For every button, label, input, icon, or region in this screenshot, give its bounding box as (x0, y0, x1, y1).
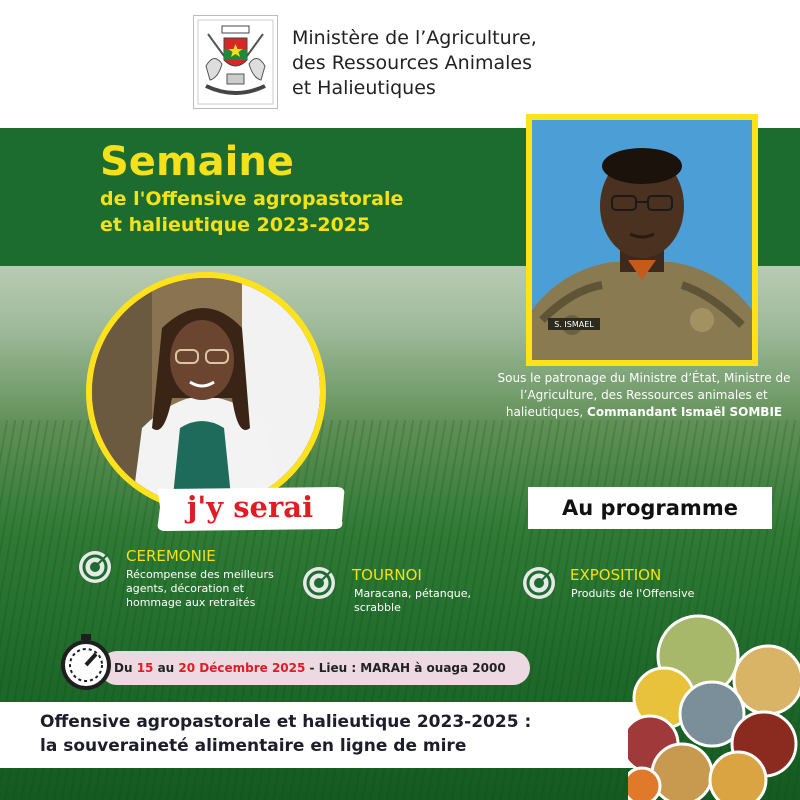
target-icon (78, 550, 112, 584)
bottom-banner-text (40, 710, 531, 758)
description-line: scrabble (354, 601, 401, 614)
target-icon (522, 566, 556, 600)
ministry-line: et Halieutiques (292, 77, 436, 99)
title-subtitle (100, 186, 403, 238)
programme-item-description (126, 568, 274, 610)
minister-caption (496, 370, 792, 421)
description-line: hommage aux retraités (126, 596, 256, 609)
programme-item-description (354, 587, 471, 615)
date-end: 20 Décembre 2025 (178, 661, 306, 675)
date-middle: au (153, 661, 179, 675)
description-line: Produits de l'Offensive (571, 587, 695, 600)
header (0, 0, 800, 128)
speaker-photo-frame (86, 272, 326, 512)
food-products-collage (628, 612, 800, 800)
programme-header (528, 487, 772, 529)
minister-portrait (532, 120, 752, 360)
programme-item-title: TOURNOI (352, 566, 422, 584)
stopwatch-icon (56, 632, 116, 692)
caption-text: Sous le patronage du Ministre d’État, Ministre de l’Agriculture, des Ressources animales et halieutiques, (497, 371, 791, 419)
target-icon (302, 566, 336, 600)
description-line: Récompense des meilleurs (126, 568, 274, 581)
banner-line: la souveraineté alimentaire en ligne de mire (40, 736, 467, 756)
programme-heading: Au programme (562, 496, 738, 520)
date-prefix: Du (114, 661, 137, 675)
name-tag: S. ISMAEL (554, 320, 594, 329)
banner-line: Offensive agropastorale et halieutique 2023-2025 : (40, 712, 532, 732)
minister-photo-frame (526, 114, 758, 366)
jyserai-label: j'y serai (186, 490, 314, 524)
ministry-line: Ministère de l’Agriculture, (292, 27, 537, 49)
event-details (114, 651, 506, 685)
subtitle-line: et halieutique 2023-2025 (100, 214, 371, 236)
programme-item-title: EXPOSITION (570, 566, 662, 584)
date-start: 15 (136, 661, 154, 675)
programme-item-description (571, 587, 694, 601)
speaker-portrait (92, 278, 320, 506)
minister-name: Commandant Ismaël SOMBIE (587, 405, 783, 419)
title-main: Semaine (100, 139, 294, 185)
description-line: agents, décoration et (126, 582, 244, 595)
event-location: - Lieu : MARAH à ouaga 2000 (305, 661, 506, 675)
ministry-name (292, 26, 537, 101)
subtitle-line: de l'Offensive agropastorale (100, 188, 404, 210)
programme-item-title: CEREMONIE (126, 547, 216, 565)
description-line: Maracana, pétanque, (354, 587, 471, 600)
ministry-line: des Ressources Animales (292, 52, 532, 74)
coat-of-arms-icon (193, 15, 278, 109)
